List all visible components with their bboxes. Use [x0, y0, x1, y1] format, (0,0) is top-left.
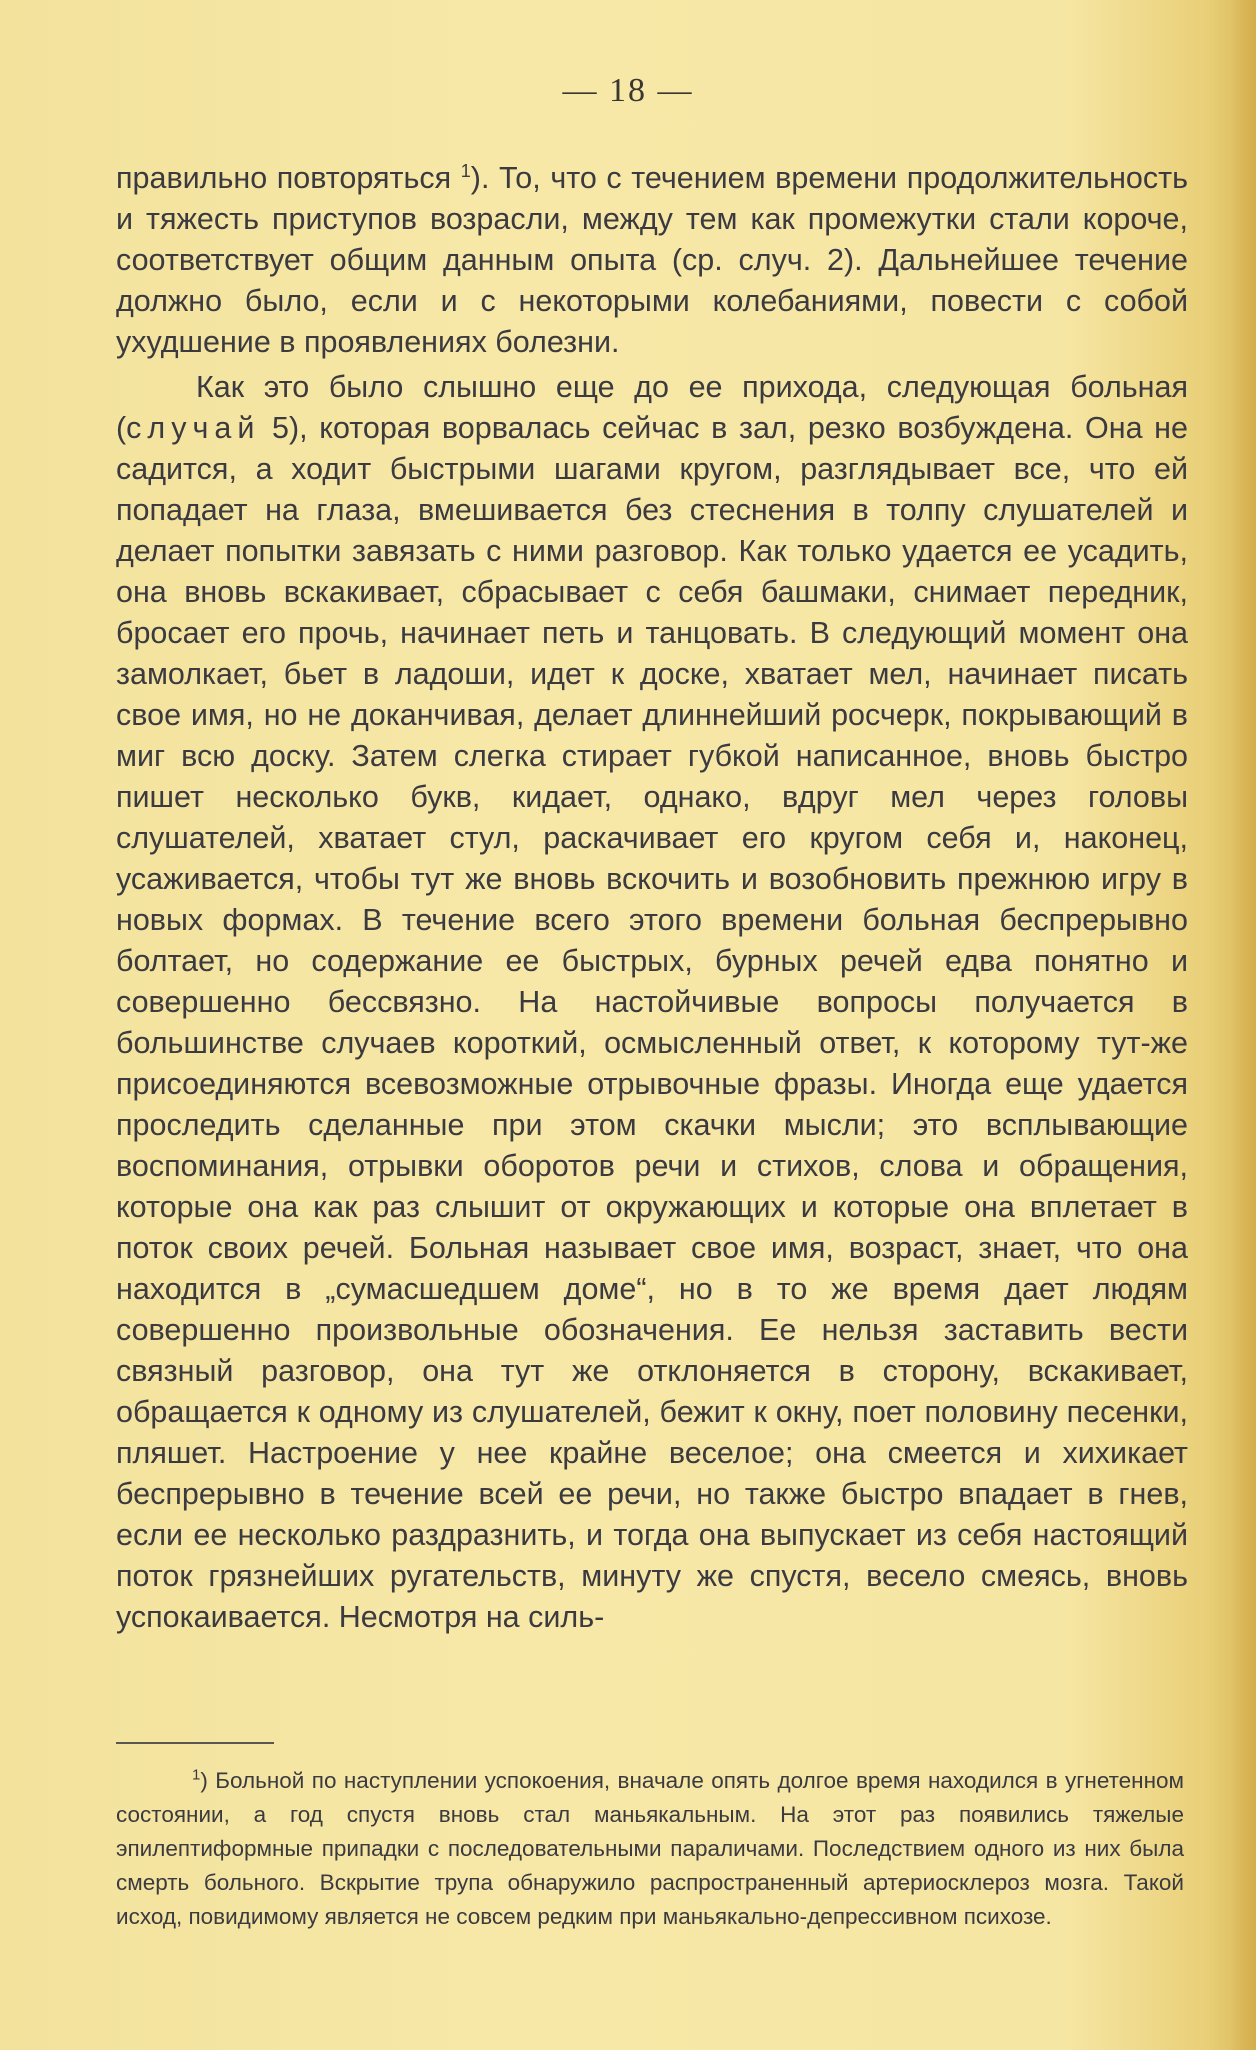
paragraph-2: [116, 367, 1188, 1638]
paragraph-1-start: правильно повторяться: [116, 161, 461, 195]
footnote: [116, 1764, 1184, 1934]
footnote-divider: [116, 1742, 274, 1744]
paragraph-1: [116, 158, 1188, 363]
case-label: случай: [126, 411, 261, 445]
page-number: — 18 —: [562, 72, 694, 109]
paragraph-2-start: Как это было слышно еще до ее прихода, следующая больная (: [116, 370, 1188, 445]
footnote-marker: 1: [192, 1766, 201, 1784]
main-text: [116, 158, 1188, 1638]
paragraph-1-rest: ). То, что с течением времени продолжительность и тяжесть приступов возрасли, между тем как промежутки стали короче, соответствует общим данным опыта (ср. случ. 2). Дальнейшее течение должно было, если и с некоторыми колебаниями, повести с собой ухудшение в проявлениях болезни.: [116, 161, 1188, 359]
footnote-reference-marker: 1: [460, 160, 471, 181]
footnote-text: ) Больной по наступлении успокоения, вначале опять долгое время находился в угнетенном состоянии, а год спустя вновь стал маньякальным. На этот раз появились тяжелые эпилептиформные припадки с последовательными параличами. Последствием одного из них была смерть больного. Вскрытие трупа обнаружило распространенный артериосклероз мозга. Такой исход, повидимому является не совсем редким при маньякально-депрессивном психозе.: [116, 1768, 1184, 1929]
paragraph-2-rest: 5), которая ворвалась сейчас в зал, резко возбуждена. Она не садится, а ходит быстрыми шагами кругом, разглядывает все, что ей попадает на глаза, вмешивается без стеснения в толпу слушателей и делает попытки завязать с ними разговор. Как только удается ее усадить, она вновь вскакивает, сбрасывает с себя башмаки, снимает передник, бросает его прочь, начинает петь и танцовать. В следующий момент она замолкает, бьет в ладоши, идет к доске, хватает мел, начинает писать свое имя, но не доканчивая, делает длиннейший росчерк, покрывающий в миг всю доску. Затем слегка стирает губкой написанное, вновь быстро пишет несколько букв, кидает, однако, вдруг мел через головы слушателей, хватает стул, раскачивает его кругом себя и, наконец, усаживается, чтобы тут же вновь вскочить и возобновить прежнюю игру в новых формах. В течение всего этого времени больная беспрерывно болтает, но содержание ее быстрых, бурных речей едва понятно и совершенно бессвязно. На настойчивые вопросы получается в большинстве случаев короткий, осмысленный ответ, к которому тут-же присоединяются всевозможные отрывочные фразы. Иногда еще удается проследить сделанные при этом скачки мысли; это всплывающие воспоминания, отрывки оборотов речи и стихов, слова и обращения, которые она как раз слышит от окружающих и которые она вплетает в поток своих речей. Больная называет свое имя, возраст, знает, что она находится в „сумасшедшем доме“, но в то же время дает людям совершенно произвольные обозначения. Ее нельзя заставить вести связный разговор, она тут же отклоняется в сторону, вскакивает, обращается к одному из слушателей, бежит к окну, поет половину песенки, пляшет. Настроение у нее крайне веселое; она смеется и хихикает беспрерывно в течение всей ее речи, но также быстро впадает в гнев, если ее несколько раздразнить, и тогда она выпускает из себя настоящий поток грязнейших ругательств, минуту же спустя, весело смеясь, вновь успокаивается. Несмотря на силь-: [116, 411, 1188, 1634]
page-edge-shading: [1230, 0, 1256, 2050]
